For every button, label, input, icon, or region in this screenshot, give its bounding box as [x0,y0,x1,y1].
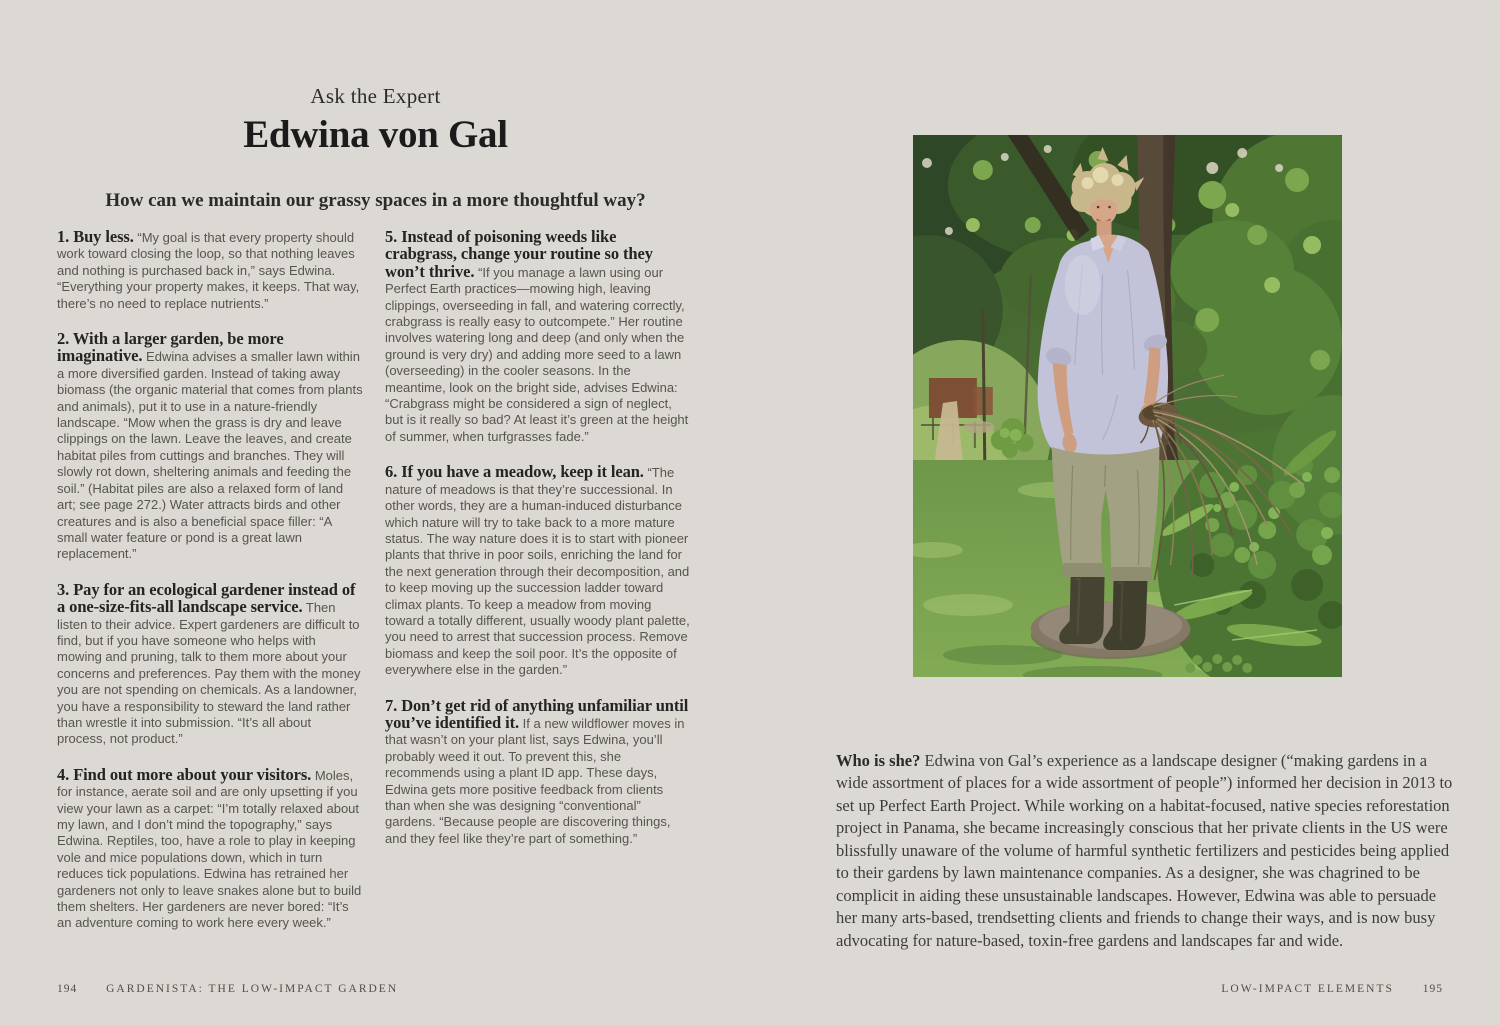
edwina-portrait-photo [913,135,1342,677]
footer-right [1221,983,1443,995]
tips-column-right [385,229,691,866]
tip-4 [57,764,363,932]
tip-4-lead: 4. Find out more about your visitors. [57,764,312,784]
tip-3-lead: 3. Pay for an ecological gardener instead of a one-size-fits-all landscape service. [57,579,356,617]
article-header [57,84,694,212]
book-title: GARDENISTA: THE LOW-IMPACT GARDEN [106,983,399,995]
garden-portrait-illustration [913,135,1342,677]
tip-1-lead: 1. Buy less. [57,227,134,246]
article-title: Edwina von Gal [243,113,508,156]
who-is-she-paragraph [836,750,1454,953]
tip-6-lead: 6. If you have a meadow, keep it lean. [385,462,644,482]
tip-7-body: If a new wildflower moves in that wasn’t on your plant list, says Edwina, you’ll probably weed it out. To prevent this, she recommends using a plant ID app. These days, Edwina gets more positive feedback from clients than when she was designing “conventional” gardens. “Because people are discovering things, and they feel like they’re part of something.” [385,715,685,846]
tip-5-body: “If you manage a lawn using our Perfect Earth practices—mowing high, leaving clippings, overseeding in fall, and watering correctly, crabgrass is really easy to outcompete.” Her routine involves watering long and deep (and only when the ground is very dry) and adding more seed to a lawn (overseeding) in the cooler seasons. In the meantime, look on the bright side, advises Edwina: “Crabgrass might be considered a sign of neglect, but is it really so bad? At least it’s green at the height of summer, when turfgrasses fade.” [385,264,689,444]
footer-left [57,983,398,995]
tip-6-body: “The nature of meadows is that they’re successional. In other words, they are a human-induced disturbance which nature will try to take back to a more mature status. The way nature does it is to start with pioneer plants that thrive in poor soils, enriching the land for the next generation through their decomposition, and to keep moving up the succession ladder toward climax plants. To keep a meadow from moving toward a totally different, usually woody plant palette, you need to arrest that succession process. Remove biomass and keep the soil poor. It’s the opposite of everywhere else in the garden.” [385,465,690,678]
tips-columns [57,229,691,951]
tip-4-body: Moles, for instance, aerate soil and are only upsetting if you view your lawn as a carpet: “I’m totally relaxed about my lawn, and I don’t mind the topography,” says Edwina. Reptiles, too, have a role to play in keeping vole and mice populations down, which in turn reduces tick populations. Edwina has retrained her gardeners not only to leave snakes alone but to build them shelters. Her gardeners are never bored: “It’s an adventure coming to work here every week.” [57,767,362,931]
tip-2 [57,331,363,563]
tip-2-body: Edwina advises a smaller lawn within a more diversified garden. Instead of taking away biomass (the organic material that comes from plants and animals), put it to use in a nature-friendly landscape. “Mow when the grass is dry and leave clippings on the lawn. Leave the leaves, and create habitat piles from cuttings and branches. They will slowly rot down, sheltering animals and feeding the soil.” (Habitat piles are also a relaxed form of land art; see page 272.) Water attracts birds and other creatures and is also a beneficial space filler: “A small water feature or pond is a great lawn replacement.” [57,349,363,562]
tip-7 [385,695,691,848]
tip-3 [57,579,363,748]
tip-3-body: Then listen to their advice. Expert gardeners are difficult to find, but if you have someone who helps with mowing and pruning, talk to them more about your concerns and preferences. Pay them with the money you are not spending on chemicals. As a landowner, you have a responsibility to steward the land rather than wrestle it into submission. “It’s all about process, not product.” [57,600,361,747]
page-footer [57,983,1443,995]
tip-2-lead: 2. With a larger garden, be more imaginative. [57,329,284,366]
article-question: How can we maintain our grassy spaces in a more thoughtful way? [105,190,646,211]
page-number-right: 195 [1422,983,1443,995]
page-number-left: 194 [57,983,78,995]
who-is-she-body: Edwina von Gal’s experience as a landscape designer (“making gardens in a wide assortment of places for a wide assortment of people”) informed her decision in 2013 to set up Perfect Earth Project. While working on a habitat-focused, native species reforestation project in Panama, she became increasingly conscious that her private clients in the US were blissfully unaware of the volume of harmful synthetic fertilizers and pesticides being applied to their gardens by lawn maintenance companies. As a designer, she was chagrined to be complicit in aiding these unsustainable landscapes. However, Edwina was able to persuade her many arts-based, trendsetting clients and friends to change their ways, and is now busy advocating for nature-based, toxin-free gardens and landscapes far and wide. [836,750,1453,950]
tip-5 [385,229,691,445]
tip-5-lead: 5. Instead of poisoning weeds like crabgrass, change your routine so they won’t thrive. [385,227,653,281]
article-kicker: Ask the Expert [310,84,441,108]
tip-7-lead: 7. Don’t get rid of anything unfamiliar until you’ve identified it. [385,695,689,732]
tip-1-body: “My goal is that every property should work toward closing the loop, so that nothing leaves and nothing is purchased back in,” says Edwina. “Everything your property makes, it keeps. That way, there’s no need to replace nutrients.” [57,230,360,311]
tip-6 [385,464,691,678]
who-is-she-lead: Who is she? [836,750,921,770]
tips-column-left [57,229,363,951]
tip-1 [57,229,363,312]
section-title: LOW-IMPACT ELEMENTS [1221,983,1394,995]
